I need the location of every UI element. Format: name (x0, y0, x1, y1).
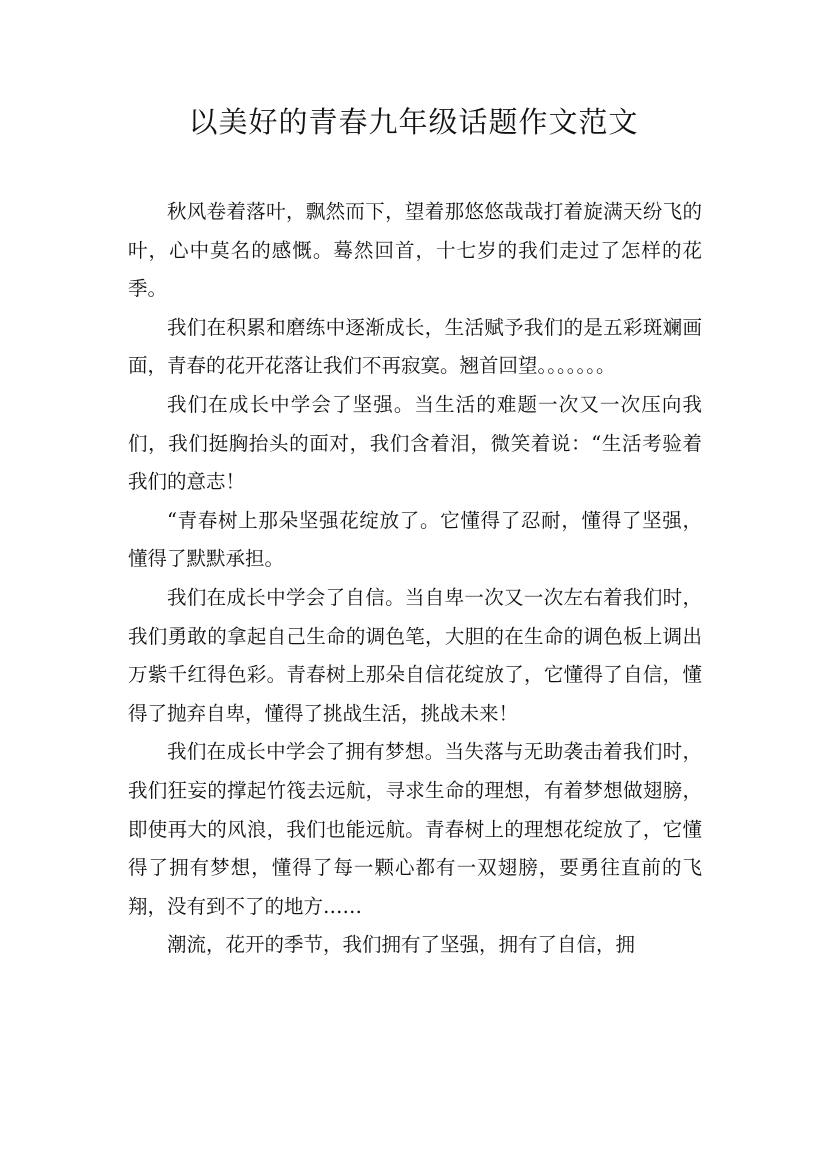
document-title: 以美好的青春九年级话题作文范文 (188, 105, 639, 139)
paragraph: “青春树上那朵坚强花绽放了。它懂得了忍耐，懂得了坚强，懂得了默默承担。 (128, 508, 702, 571)
document-body (128, 193, 702, 965)
paragraph: 我们在成长中学会了拥有梦想。当失落与无助袭击着我们时，我们狂妄的撑起竹筏去远航，寻求生命的理想，有着梦想做翅膀，即使再大的风浪，我们也能远航。青春树上的理想花绽放了，它懂得了拥有梦想，懂得了每一颗心都有一双翅膀，要勇往直前的飞翔，没有到不了的地方…… (128, 740, 702, 918)
paragraph: 潮流，花开的季节，我们拥有了坚强，拥有了自信，拥 (167, 933, 636, 957)
paragraph: 我们在成长中学会了坚强。当生活的难题一次又一次压向我们，我们挺胸抬头的面对，我们含着泪，微笑着说：“生活考验着我们的意志！ (128, 392, 702, 494)
paragraph: 我们在积累和磨练中逐渐成长，生活赋予我们的是五彩斑斓画面，青春的花开花落让我们不再寂寞。翘首回望。。。。。。。 (128, 315, 702, 378)
paragraph: 我们在成长中学会了自信。当自卑一次又一次左右着我们时，我们勇敢的拿起自己生命的调色笔，大胆的在生命的调色板上调出万紫千红得色彩。青春树上那朵自信花绽放了，它懂得了自信，懂得了抛弃自卑，懂得了挑战生活，挑战未来！ (128, 585, 702, 725)
paragraph: 秋风卷着落叶，飘然而下，望着那悠悠哉哉打着旋满天纷飞的叶，心中莫名的感慨。蓦然回首，十七岁的我们走过了怎样的花季。 (128, 200, 702, 301)
